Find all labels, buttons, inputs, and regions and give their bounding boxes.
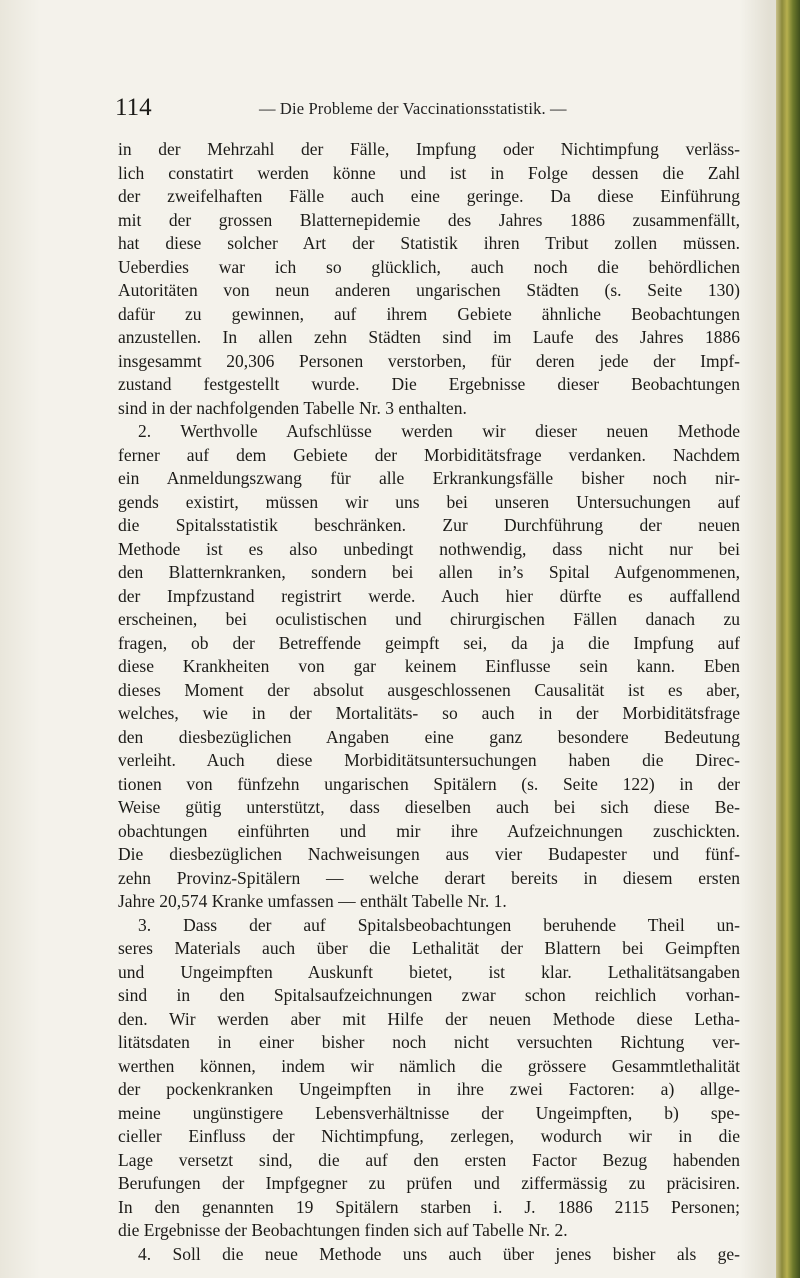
text-line: den diesbezüglichen Angaben eine ganz besondere Bedeutung: [118, 726, 740, 747]
text-line: die Spitalsstatistik beschränken. Zur Durchführung der neuen: [118, 515, 740, 535]
text-line: dafür zu gewinnen, auf ihrem Gebiete ähnliche Beobachtungen: [118, 303, 740, 324]
text-line: Autoritäten von neun anderen ungarischen Städten (s. Seite 130): [118, 280, 740, 300]
text-line: insgesammt 20,306 Personen verstorben, für deren jede der Impf-: [118, 350, 740, 371]
text-line: meine ungünstigere Lebensverhältnisse der Ungeimpften, b) spe-: [118, 1102, 740, 1123]
text-line: Lage versetzt sind, die auf den ersten Factor Bezug habenden: [118, 1149, 740, 1170]
text-line: zehn Provinz-Spitälern — welche derart bereits in diesem ersten: [118, 867, 740, 888]
text-line: 4. Soll die neue Methode uns auch über jenes bisher als ge-: [138, 1243, 740, 1264]
text-line: Methode ist es also unbedingt nothwendig, dass nicht nur bei: [118, 538, 740, 559]
text-line: ferner auf dem Gebiete der Morbiditätsfrage verdanken. Nachdem: [118, 444, 740, 465]
text-line: werthen können, indem wir nämlich die grössere Gesammtlethalität: [118, 1055, 740, 1076]
text-line: fragen, ob der Betreffende geimpft sei, da ja die Impfung auf: [118, 632, 740, 653]
text-line: obachtungen einführten und mir ihre Aufzeichnungen zuschickten.: [118, 820, 740, 841]
text-line: erscheinen, bei oculistischen und chirurgischen Fällen danach zu: [118, 609, 740, 629]
page-header: [115, 92, 715, 122]
text-line: dieses Moment der absolut ausgeschlossenen Causalität ist es aber,: [118, 679, 740, 700]
text-line: anzustellen. In allen zehn Städten sind im Laufe des Jahres 1886: [118, 327, 740, 347]
text-line: zustand festgestellt wurde. Die Ergebnisse dieser Beobachtungen: [118, 374, 740, 394]
text-line: diese Krankheiten von gar keinem Einflusse sein kann. Eben: [118, 656, 740, 676]
running-title: — Die Probleme der Vaccinationsstatistik. —: [259, 99, 567, 118]
text-line: der pockenkranken Ungeimpften in ihre zwei Factoren: a) allge-: [118, 1079, 740, 1099]
text-line: Weise gütig unterstützt, dass dieselben auch bei sich diese Be-: [118, 797, 740, 817]
text-line: und Ungeimpften Auskunft bietet, ist klar. Lethalitätsangaben: [118, 961, 740, 982]
page-number: 114: [115, 94, 152, 121]
text-line: der zweifelhaften Fälle auch eine geringe. Da diese Einführung: [118, 186, 740, 206]
page-edge: [776, 0, 800, 1278]
text-line: seres Materials auch über die Lethalität der Blattern bei Geimpften: [118, 938, 740, 958]
text-line: cieller Einfluss der Nichtimpfung, zerlegen, wodurch wir in die: [118, 1126, 740, 1146]
text-line: tionen von fünfzehn ungarischen Spitälern (s. Seite 122) in der: [118, 773, 740, 794]
text-line: der Impfzustand registrirt werde. Auch hier dürfte es auffallend: [118, 585, 740, 606]
text-line: Die diesbezüglichen Nachweisungen aus vier Budapester und fünf-: [118, 844, 740, 864]
text-line: welches, wie in der Mortalitäts- so auch in der Morbiditätsfrage: [118, 703, 740, 723]
text-line: verleiht. Auch diese Morbiditätsuntersuchungen haben die Direc-: [118, 750, 740, 770]
text-line: sind in der nachfolgenden Tabelle Nr. 3 enthalten.: [118, 397, 467, 418]
text-line: Ueberdies war ich so glücklich, auch noch die behördlichen: [118, 256, 740, 277]
text-line: Berufungen der Impfgegner zu prüfen und ziffermässig zu präcisiren.: [118, 1173, 740, 1193]
text-line: In den genannten 19 Spitälern starben i. J. 1886 2115 Personen;: [118, 1196, 740, 1217]
text-line: den. Wir werden aber mit Hilfe der neuen Methode diese Letha-: [118, 1008, 740, 1029]
text-line: 2. Werthvolle Aufschlüsse werden wir dieser neuen Methode: [138, 421, 740, 441]
text-line: die Ergebnisse der Beobachtungen finden sich auf Tabelle Nr. 2.: [118, 1220, 568, 1240]
text-line: 3. Dass der auf Spitalsbeobachtungen beruhende Theil un-: [138, 914, 740, 935]
text-line: mit der grossen Blatternepidemie des Jahres 1886 zusammenfällt,: [118, 209, 740, 230]
text-line: ein Anmeldungszwang für alle Erkrankungsfälle bisher noch nir-: [118, 468, 740, 488]
text-line: in der Mehrzahl der Fälle, Impfung oder Nichtimpfung verläss-: [118, 139, 740, 159]
text-line: hat diese solcher Art der Statistik ihren Tribut zollen müssen.: [118, 233, 740, 253]
text-line: litätsdaten in einer bisher noch nicht versuchten Richtung ver-: [118, 1032, 740, 1052]
text-line: lich constatirt werden könne und ist in Folge dessen die Zahl: [118, 162, 740, 183]
text-line: Jahre 20,574 Kranke umfassen — enthält Tabelle Nr. 1.: [118, 891, 507, 911]
body-text: [118, 138, 740, 1266]
text-line: sind in den Spitalsaufzeichnungen zwar schon reichlich vorhan-: [118, 985, 740, 1005]
text-line: den Blatternkranken, sondern bei allen in’s Spital Aufgenommenen,: [118, 562, 740, 582]
text-line: gends existirt, müssen wir uns bei unseren Untersuchungen auf: [118, 491, 740, 512]
